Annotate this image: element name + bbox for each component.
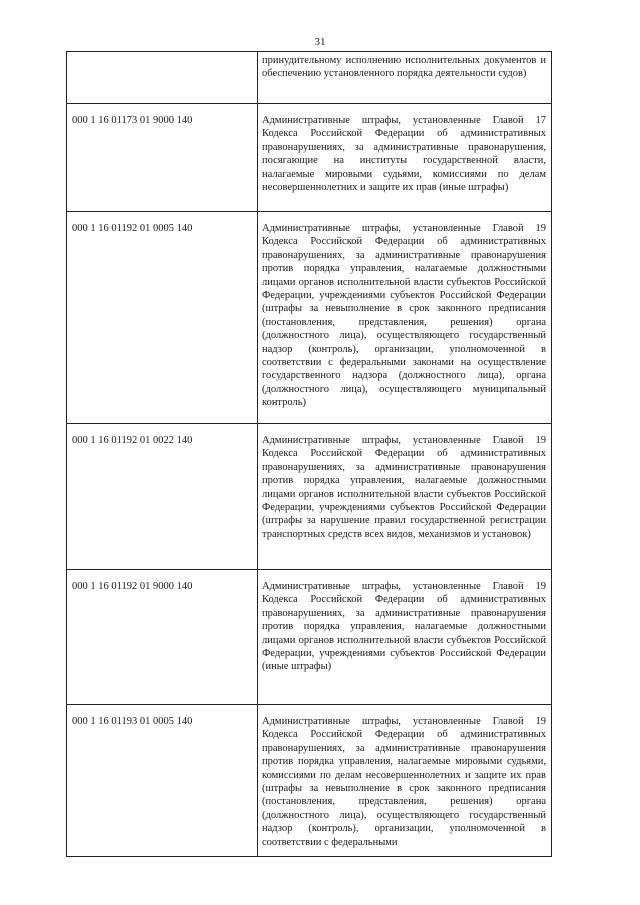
budget-classification-table <box>66 51 552 857</box>
table-row <box>67 424 552 570</box>
code-cell <box>67 52 258 104</box>
table-row <box>67 212 552 424</box>
description-cell: принудительному исполнению исполнительных документов и обеспечению установленного порядка деятельности судов) <box>258 52 552 104</box>
table-row <box>67 104 552 212</box>
description-cell: Административные штрафы, установленные Главой 17 Кодекса Российской Федерации об административных правонарушениях, за административные правонарушения, посягающие на институты государственной власти, налагаемые мировыми судьями, комиссиями по делам несовершеннолетних и защите их прав (иные штрафы) <box>258 104 552 212</box>
table-row <box>67 705 552 857</box>
code-cell: 000 1 16 01173 01 9000 140 <box>67 104 258 212</box>
page-number: 31 <box>314 36 326 48</box>
description-cell: Административные штрафы, установленные Главой 19 Кодекса Российской Федерации об административных правонарушениях, за административные правонарушения против порядка управления, налагаемые должностными лицами органов исполнительной власти субъектов Российской Федерации, учреждениями субъектов Российской Федерации (иные штрафы) <box>258 570 552 705</box>
code-cell: 000 1 16 01193 01 0005 140 <box>67 705 258 857</box>
table-row <box>67 52 552 104</box>
description-cell: Административные штрафы, установленные Главой 19 Кодекса Российской Федерации об административных правонарушениях, за административные правонарушения против порядка управления, налагаемые должностными лицами органов исполнительной власти субъектов Российской Федерации, учреждениями субъектов Российской Федерации (штрафы за нарушение правил государственной регистрации транспортных средств всех видов, механизмов и установок) <box>258 424 552 570</box>
code-cell: 000 1 16 01192 01 9000 140 <box>67 570 258 705</box>
code-cell: 000 1 16 01192 01 0022 140 <box>67 424 258 570</box>
description-cell: Административные штрафы, установленные Главой 19 Кодекса Российской Федерации об административных правонарушениях, за административные правонарушения против порядка управления, налагаемые должностными лицами органов исполнительной власти субъектов Российской Федерации, учреждениями субъектов Российской Федерации (штрафы за невыполнение в срок законного предписания (постановления, представления, решения) органа (должностного лица), осуществляющего государственный надзор (контроль), организации, уполномоченной в соответствии с федеральными законами на осуществление государственного надзора (должностного лица), органа (должностного лица), осуществляющего муниципальный контроль) <box>258 212 552 424</box>
table-row <box>67 570 552 705</box>
description-cell: Административные штрафы, установленные Главой 19 Кодекса Российской Федерации об административных правонарушениях, за административные правонарушения против порядка управления, налагаемые мировыми судьями, комиссиями по делам несовершеннолетних и защите их прав (штрафы за невыполнение в срок законного предписания (постановления, представления, решения) органа (должностного лица), осуществляющего государственный надзор (контроль), организации, уполномоченной в соответствии с федеральными <box>258 705 552 857</box>
code-cell: 000 1 16 01192 01 0005 140 <box>67 212 258 424</box>
